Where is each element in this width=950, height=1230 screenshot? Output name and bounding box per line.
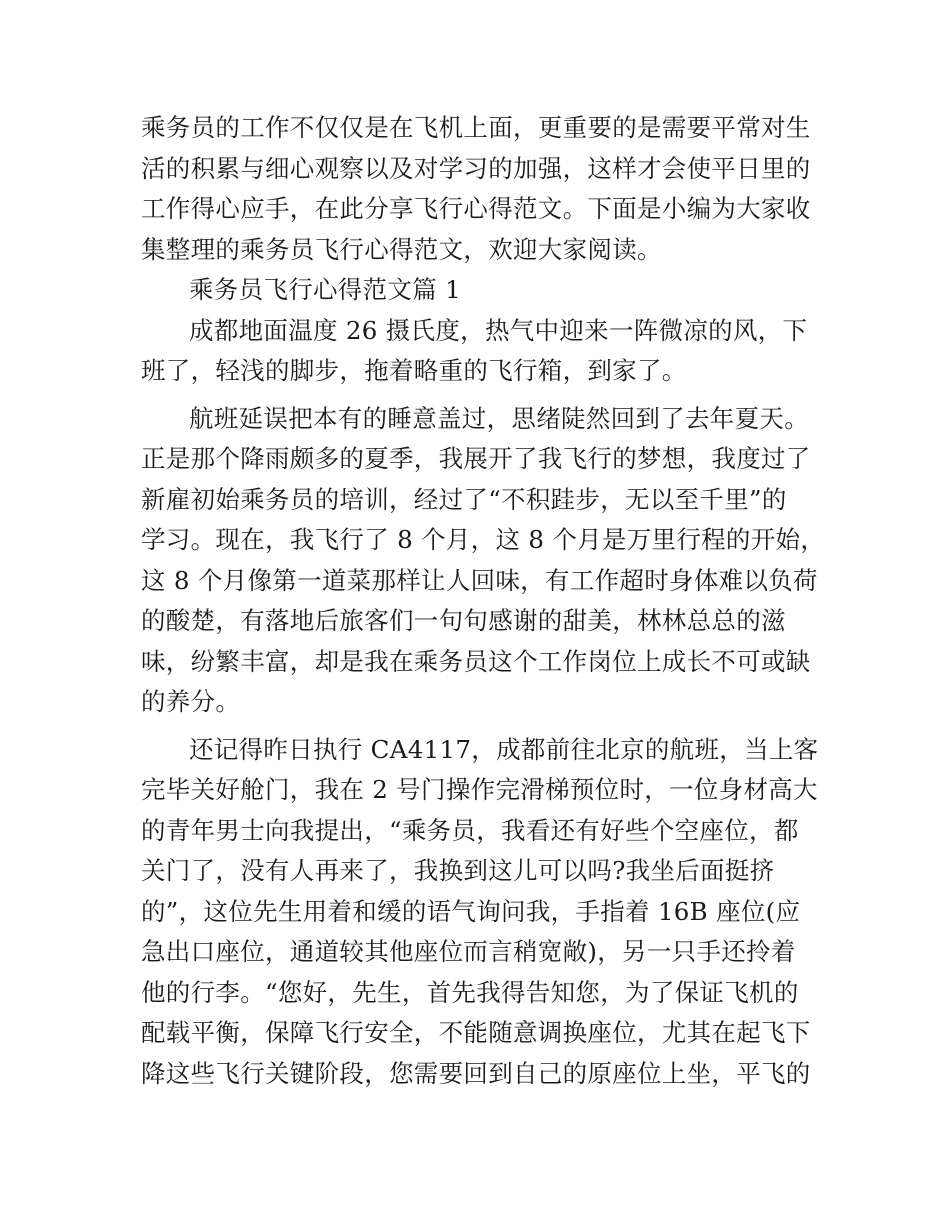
text-line: 活的积累与细心观察以及对学习的加强，这样才会使平日里的 <box>141 153 811 183</box>
text-line: 成都地面温度 26 摄氏度，热气中迎来一阵微凉的风，下 <box>189 315 808 345</box>
text-line: 还记得昨日执行 CA4117，成都前往北京的航班，当上客 <box>189 734 819 764</box>
text-line: 完毕关好舱门，我在 2 号门操作完滑梯预位时，一位身材高大 <box>141 775 818 804</box>
text-line: 关门了，没有人再来了，我换到这儿可以吗?我坐后面挺挤 <box>141 856 775 885</box>
document-body <box>141 108 826 1094</box>
text-line: 班了，轻浅的脚步，拖着略重的飞行箱，到家了。 <box>141 356 687 385</box>
text-line: 集整理的乘务员飞行心得范文，欢迎大家阅读。 <box>141 234 662 264</box>
text-line: 的青年男士向我提出，“乘务员，我看还有好些个空座位，都 <box>141 815 799 845</box>
text-line: 学习。现在，我飞行了 8 个月，这 8 个月是万里行程的开始， <box>141 525 826 554</box>
text-line: 急出口座位，通道较其他座位而言稍宽敞)，另一只手还拎着 <box>141 937 796 966</box>
text-line: 的养分。 <box>141 687 241 716</box>
text-line: 降这些飞行关键阶段，您需要回到自己的原座位上坐，平飞的 <box>141 1058 811 1088</box>
text-line: 新雇初始乘务员的培训，经过了“不积跬步，无以至千里”的 <box>141 484 787 514</box>
text-line: 航班延误把本有的睡意盖过，思绪陡然回到了去年夏天。 <box>189 403 809 433</box>
section-heading: 乘务员飞行心得范文篇 1 <box>189 275 461 304</box>
text-line: 的”，这位先生用着和缓的语气询问我，手指着 16B 座位(应 <box>141 896 801 926</box>
text-line: 的酸楚，有落地后旅客们一句句感谢的甜美，林林总总的滋 <box>141 606 786 635</box>
text-line: 这 8 个月像第一道菜那样让人回味，有工作超时身体难以负荷 <box>141 565 818 595</box>
text-line: 他的行李。“您好，先生，首先我得告知您，为了保证飞机的 <box>141 977 799 1007</box>
text-line: 配载平衡，保障飞行安全，不能随意调换座位，尤其在起飞下 <box>141 1018 811 1047</box>
text-line: 味，纷繁丰富，却是我在乘务员这个工作岗位上成长不可或缺 <box>141 646 811 676</box>
text-line: 乘务员的工作不仅仅是在飞机上面，更重要的是需要平常对生 <box>141 113 811 142</box>
text-line: 正是那个降雨颇多的夏季，我展开了我飞行的梦想，我度过了 <box>141 444 811 473</box>
text-line: 工作得心应手，在此分享飞行心得范文。下面是小编为大家收 <box>141 194 811 223</box>
